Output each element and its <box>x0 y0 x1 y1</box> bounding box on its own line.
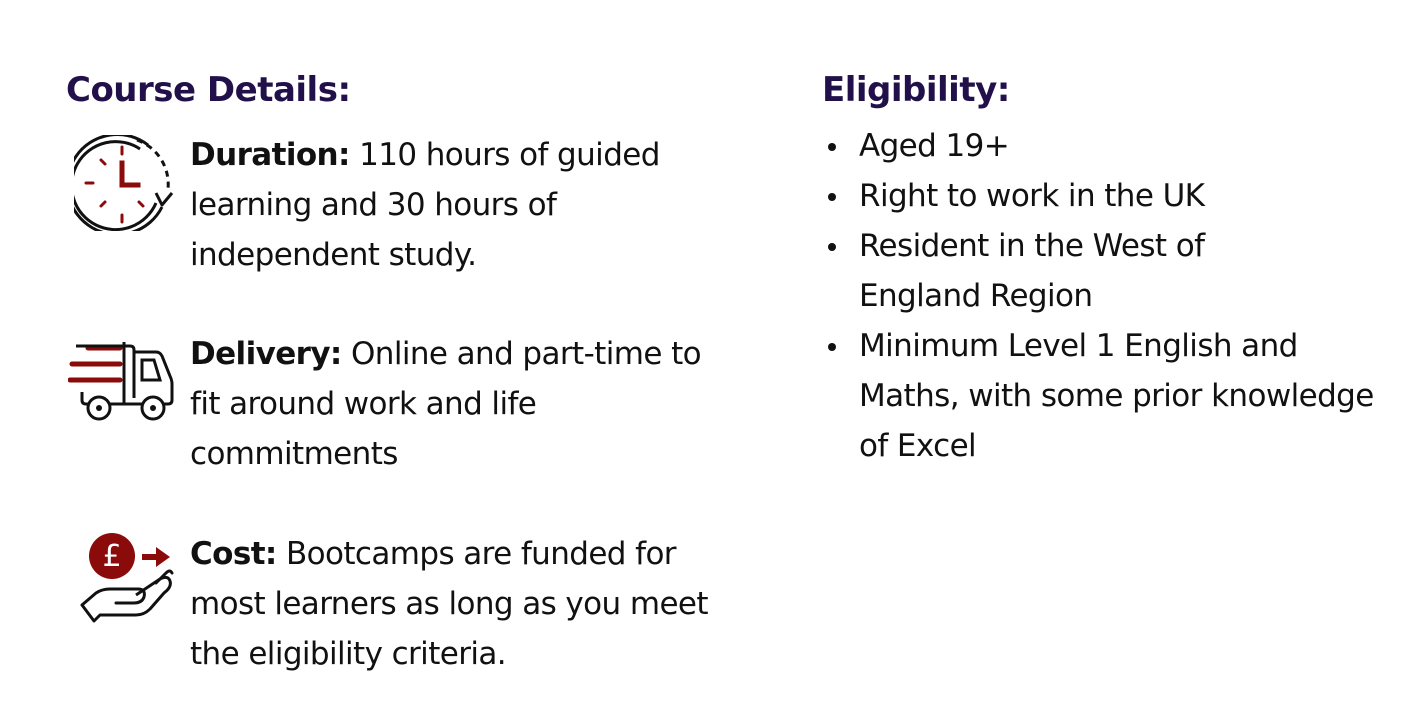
eligibility-list <box>822 121 1382 471</box>
list-item: Resident in the West of England Region <box>822 221 1279 321</box>
duration-item <box>190 130 730 280</box>
list-item: Minimum Level 1 English and Maths, with some prior knowledge of Excel <box>822 321 1382 471</box>
cost-item <box>190 529 730 679</box>
list-item: Right to work in the UK <box>822 171 1382 221</box>
cost-text: Bootcamps are funded for most learners as long as you meet the eligibility criteria. <box>190 536 708 672</box>
delivery-item <box>190 329 730 479</box>
pound-hand-icon <box>80 533 176 633</box>
eligibility-heading: Eligibility: <box>822 70 1010 110</box>
list-item: Aged 19+ <box>822 121 1382 171</box>
duration-label: Duration: <box>190 137 350 173</box>
delivery-truck-icon <box>68 342 178 428</box>
course-details-heading: Course Details: <box>66 70 351 110</box>
duration-text: 110 hours of guided learning and 30 hours of independent study. <box>190 137 660 273</box>
delivery-text: Online and part-time to fit around work and life commitments <box>190 336 701 472</box>
cost-label: Cost: <box>190 536 277 572</box>
clock-icon <box>74 135 174 235</box>
pound-symbol: £ <box>102 539 122 574</box>
delivery-label: Delivery: <box>190 336 342 372</box>
